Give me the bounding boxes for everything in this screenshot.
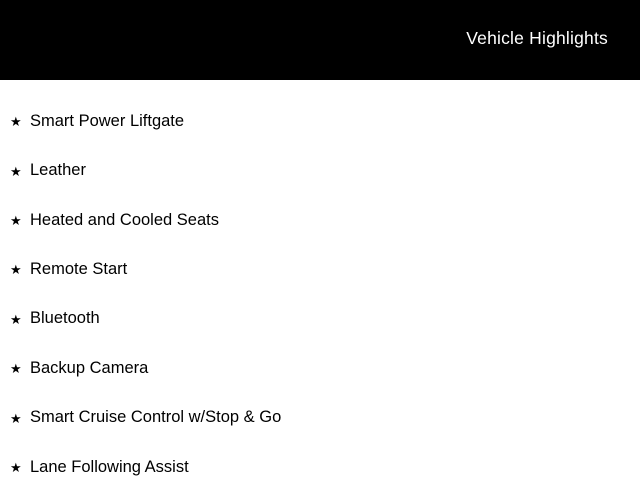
star-icon: ★	[10, 212, 22, 228]
page-header	[0, 0, 640, 80]
star-icon: ★	[10, 114, 22, 130]
list-item	[0, 344, 640, 393]
page-title: Vehicle Highlights	[466, 28, 608, 48]
star-icon: ★	[10, 311, 22, 327]
list-item-label: Bluetooth	[30, 309, 100, 328]
list-item	[0, 245, 640, 294]
star-icon: ★	[10, 459, 22, 475]
star-icon: ★	[10, 163, 22, 179]
list-item-label: Backup Camera	[30, 358, 149, 377]
list-item	[0, 97, 640, 146]
list-item	[0, 196, 640, 245]
vehicle-highlights-list	[0, 80, 640, 492]
list-item-label: Smart Cruise Control w/Stop & Go	[30, 408, 282, 427]
list-item-label: Leather	[30, 161, 86, 180]
list-item-label: Smart Power Liftgate	[30, 111, 185, 130]
list-item	[0, 393, 640, 442]
star-icon: ★	[10, 361, 22, 377]
list-item	[0, 443, 640, 492]
list-item-label: Heated and Cooled Seats	[30, 210, 219, 229]
list-item-label: Remote Start	[30, 259, 128, 278]
list-item	[0, 146, 640, 195]
star-icon: ★	[10, 262, 22, 278]
list-item-label: Lane Following Assist	[30, 457, 189, 476]
star-icon: ★	[10, 410, 22, 426]
list-item	[0, 295, 640, 344]
